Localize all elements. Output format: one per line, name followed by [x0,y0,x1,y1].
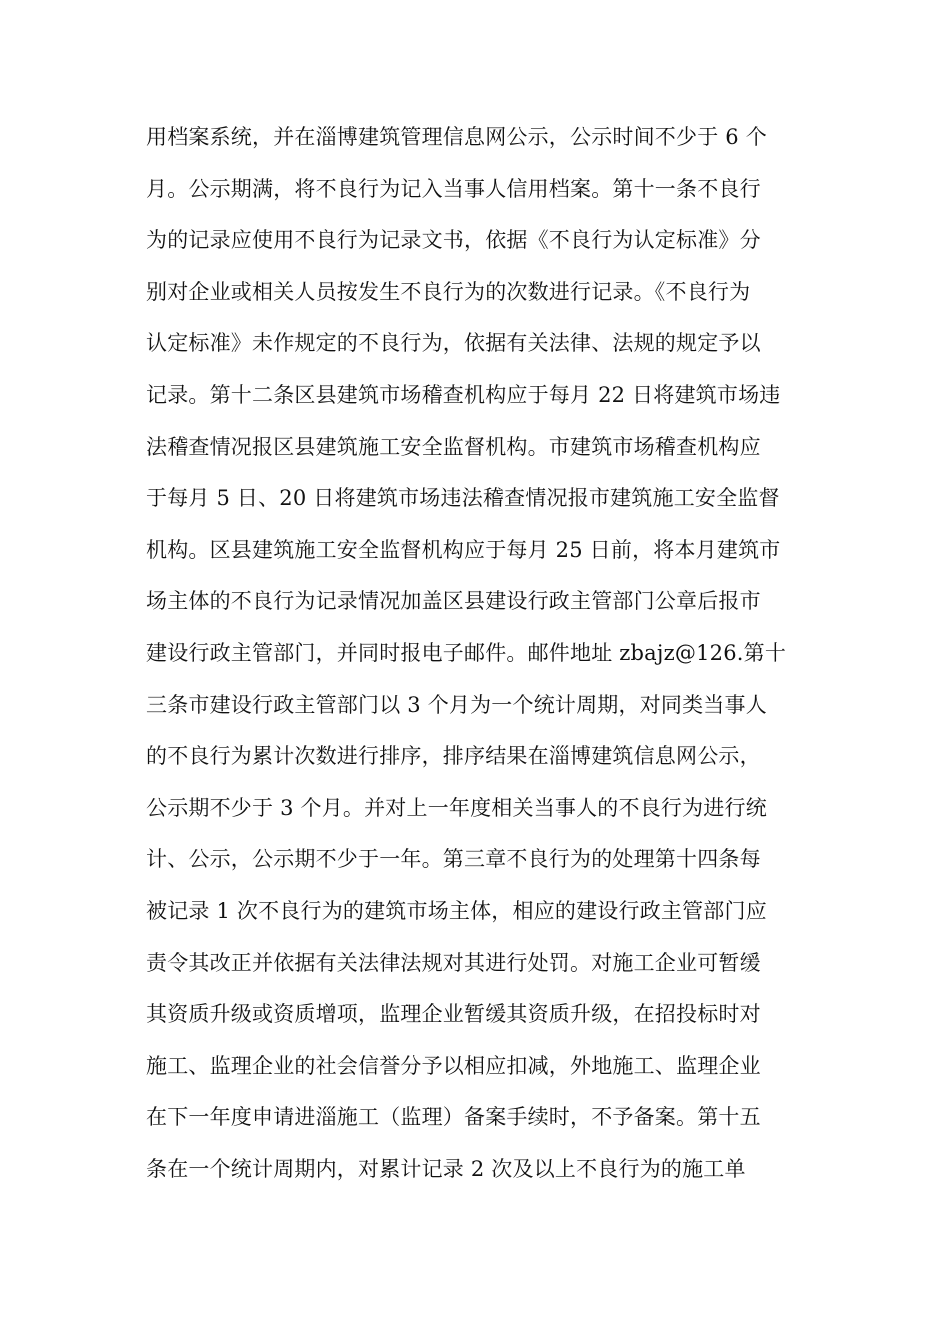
text-line: 的不良行为累计次数进行排序，排序结果在淄博建筑信息网公示， [146,744,761,769]
text-line: 在下一年度申请进淄施工（监理）备案手续时，不予备案。第十五 [146,1105,761,1130]
text-line: 责令其改正并依据有关法律法规对其进行处罚。对施工企业可暂缓 [146,950,761,975]
text-line: 月。公示期满，将不良行为记入当事人信用档案。第十一条不良行 [146,176,761,201]
text-line: 于每月 5 日、20 日将建筑市场违法稽查情况报市建筑施工安全监督 [146,486,780,511]
text-line: 为的记录应使用不良行为记录文书，依据《不良行为认定标准》分 [146,228,761,253]
text-line: 公示期不少于 3 个月。并对上一年度相关当事人的不良行为进行统 [146,795,767,820]
text-line: 计、公示，公示期不少于一年。第三章不良行为的处理第十四条每 [146,847,761,872]
text-line: 机构。区县建筑施工安全监督机构应于每月 25 日前，将本月建筑市 [146,537,781,562]
text-line: 建设行政主管部门，并同时报电子邮件。邮件地址 zbajz@126.第十 [146,640,787,665]
body-text [146,112,826,1195]
text-line: 认定标准》未作规定的不良行为，依据有关法律、法规的规定予以 [146,331,761,356]
text-line: 场主体的不良行为记录情况加盖区县建设行政主管部门公章后报市 [146,589,761,614]
text-line: 法稽查情况报区县建筑施工安全监督机构。市建筑市场稽查机构应 [146,434,761,459]
text-line: 条在一个统计周期内，对累计记录 2 次及以上不良行为的施工单 [146,1156,746,1181]
text-line: 施工、监理企业的社会信誉分予以相应扣减，外地施工、监理企业 [146,1053,761,1078]
text-line: 记录。第十二条区县建筑市场稽查机构应于每月 22 日将建筑市场违 [146,382,781,407]
text-line: 被记录 1 次不良行为的建筑市场主体，相应的建设行政主管部门应 [146,898,767,923]
text-line: 用档案系统，并在淄博建筑管理信息网公示，公示时间不少于 6 个 [146,125,767,149]
text-line: 其资质升级或资质增项，监理企业暂缓其资质升级，在招投标时对 [146,1002,761,1027]
text-line: 别对企业或相关人员按发生不良行为的次数进行记录。《不良行为 [146,279,751,304]
text-line: 三条市建设行政主管部门以 3 个月为一个统计周期，对同类当事人 [146,692,767,717]
